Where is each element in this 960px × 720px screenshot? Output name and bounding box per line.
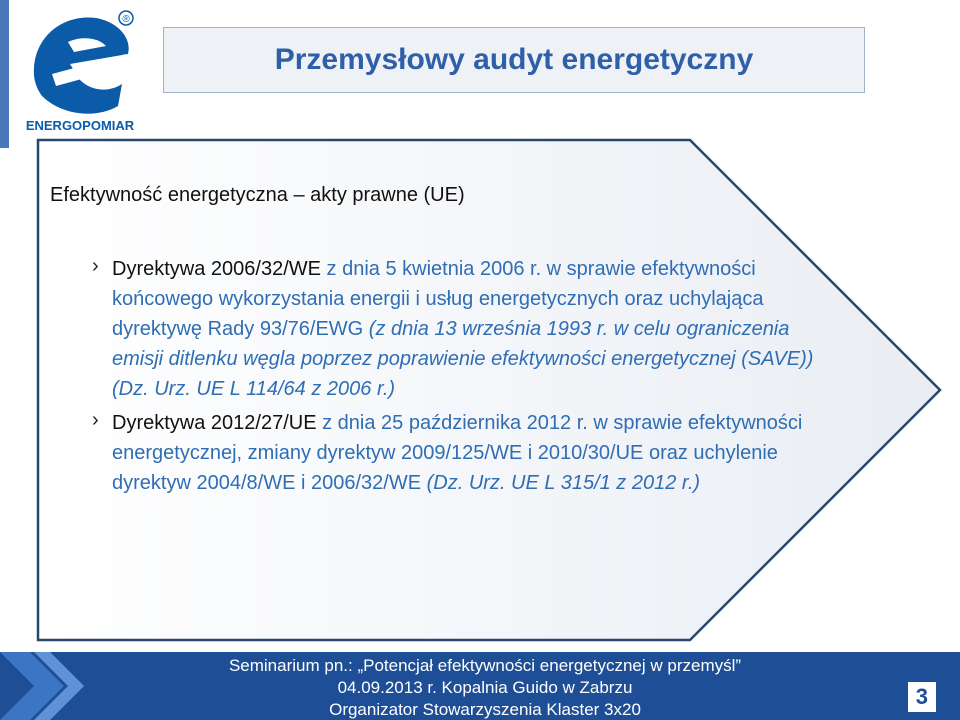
directive-date: z dnia 25 października 2012 r.: [316, 412, 588, 434]
list-item: [92, 254, 832, 404]
directive-subject: w sprawie efektywności energetycznej, zmiany dyrektyw 2009/125/WE i 2010/30/UE oraz uchylenie dyrektyw 2004/8/WE i 2006/32/WE: [112, 412, 803, 494]
chevron-bullet-icon: ›: [92, 255, 99, 277]
page-title: Przemysłowy audyt energetyczny: [274, 43, 754, 76]
directive-name: Dyrektywa 2006/32/WE: [112, 258, 321, 280]
page-number: 3: [908, 682, 936, 712]
directive-text: [112, 408, 832, 498]
footer-line-seminar: Seminarium pn.: „Potencjał efektywności energetycznej w przemyśl”: [228, 656, 742, 675]
brand-name: ENERGOPOMIAR: [25, 118, 135, 133]
directive-name: Dyrektywa 2012/27/UE: [112, 412, 317, 434]
registered-mark: ®: [122, 14, 130, 25]
directive-date: z dnia 5 kwietnia 2006 r. w sprawie: [320, 258, 636, 280]
chevron-bullet-icon: ›: [92, 409, 99, 431]
footer-bar: [0, 652, 960, 720]
directive-text: [112, 254, 832, 404]
footer-chevron-icon: [0, 652, 86, 720]
list-item: [92, 408, 832, 498]
directive-subject: efektywności końcowego wykorzystania energii i usług energetycznych oraz uchylająca dyrektywę Rady 93/76/EWG: [112, 258, 764, 340]
directive-list: [92, 254, 832, 498]
directive-reference: (Dz. Urz. UE L 114/64 z 2006 r.): [112, 378, 396, 400]
directive-reference: (Dz. Urz. UE L 315/1 z 2012 r.): [426, 472, 701, 494]
footer-line-date: 04.09.2013 r. Kopalnia Guido w Zabrzu: [337, 678, 633, 697]
directive-note: (z dnia 13 września 1993 r. w celu ograniczenia emisji ditlenku węgla poprzez poprawienie efektywności energetycznej (SAVE)): [112, 318, 814, 370]
section-heading: Efektywność energetyczna – akty prawne (UE): [50, 184, 465, 206]
footer-line-organizer: Organizator Stowarzyszenia Klaster 3x20: [329, 700, 641, 719]
